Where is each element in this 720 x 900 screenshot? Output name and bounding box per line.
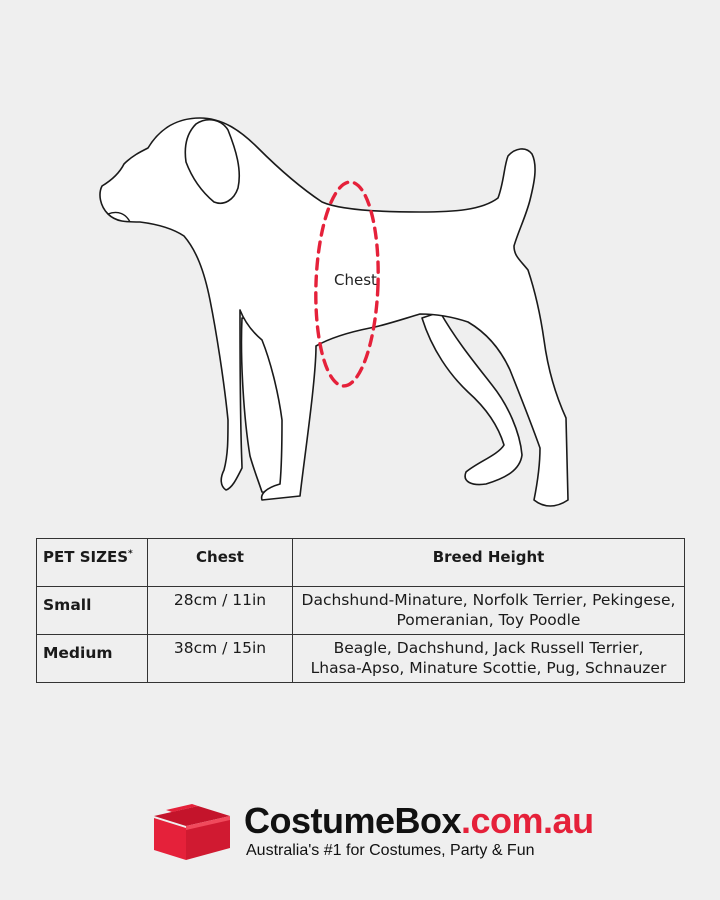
table-row — [37, 587, 685, 635]
size-medium: Medium — [37, 635, 148, 683]
costumebox-logo[interactable] — [152, 800, 594, 864]
header-chest: Chest — [148, 539, 293, 587]
breeds-medium-line2: Lhasa-Apso, Minature Scottie, Pug, Schnauzer — [310, 659, 667, 677]
size-small: Small — [37, 587, 148, 635]
breeds-medium — [293, 635, 685, 683]
chest-label: Chest — [334, 271, 377, 289]
breeds-medium-line1: Beagle, Dachshund, Jack Russell Terrier, — [333, 639, 644, 657]
brand-name: CostumeBox.com.au — [244, 800, 594, 841]
breeds-small-line1: Dachshund-Minature, Norfolk Terrier, Pekingese, — [301, 591, 676, 609]
chest-medium: 38cm / 15in — [148, 635, 293, 683]
red-gift-box-icon — [152, 804, 232, 860]
breeds-small-line2: Pomeranian, Toy Poodle — [396, 611, 581, 629]
brand-tagline: Australia's #1 for Costumes, Party & Fun — [246, 842, 535, 859]
table-row — [37, 635, 685, 683]
chest-small: 28cm / 11in — [148, 587, 293, 635]
breeds-small — [293, 587, 685, 635]
table-header-row — [37, 539, 685, 587]
pet-size-table — [36, 538, 685, 683]
header-pet-sizes: PET SIZES* — [37, 539, 148, 587]
header-breed-height: Breed Height — [293, 539, 685, 587]
dog-body — [100, 118, 568, 506]
